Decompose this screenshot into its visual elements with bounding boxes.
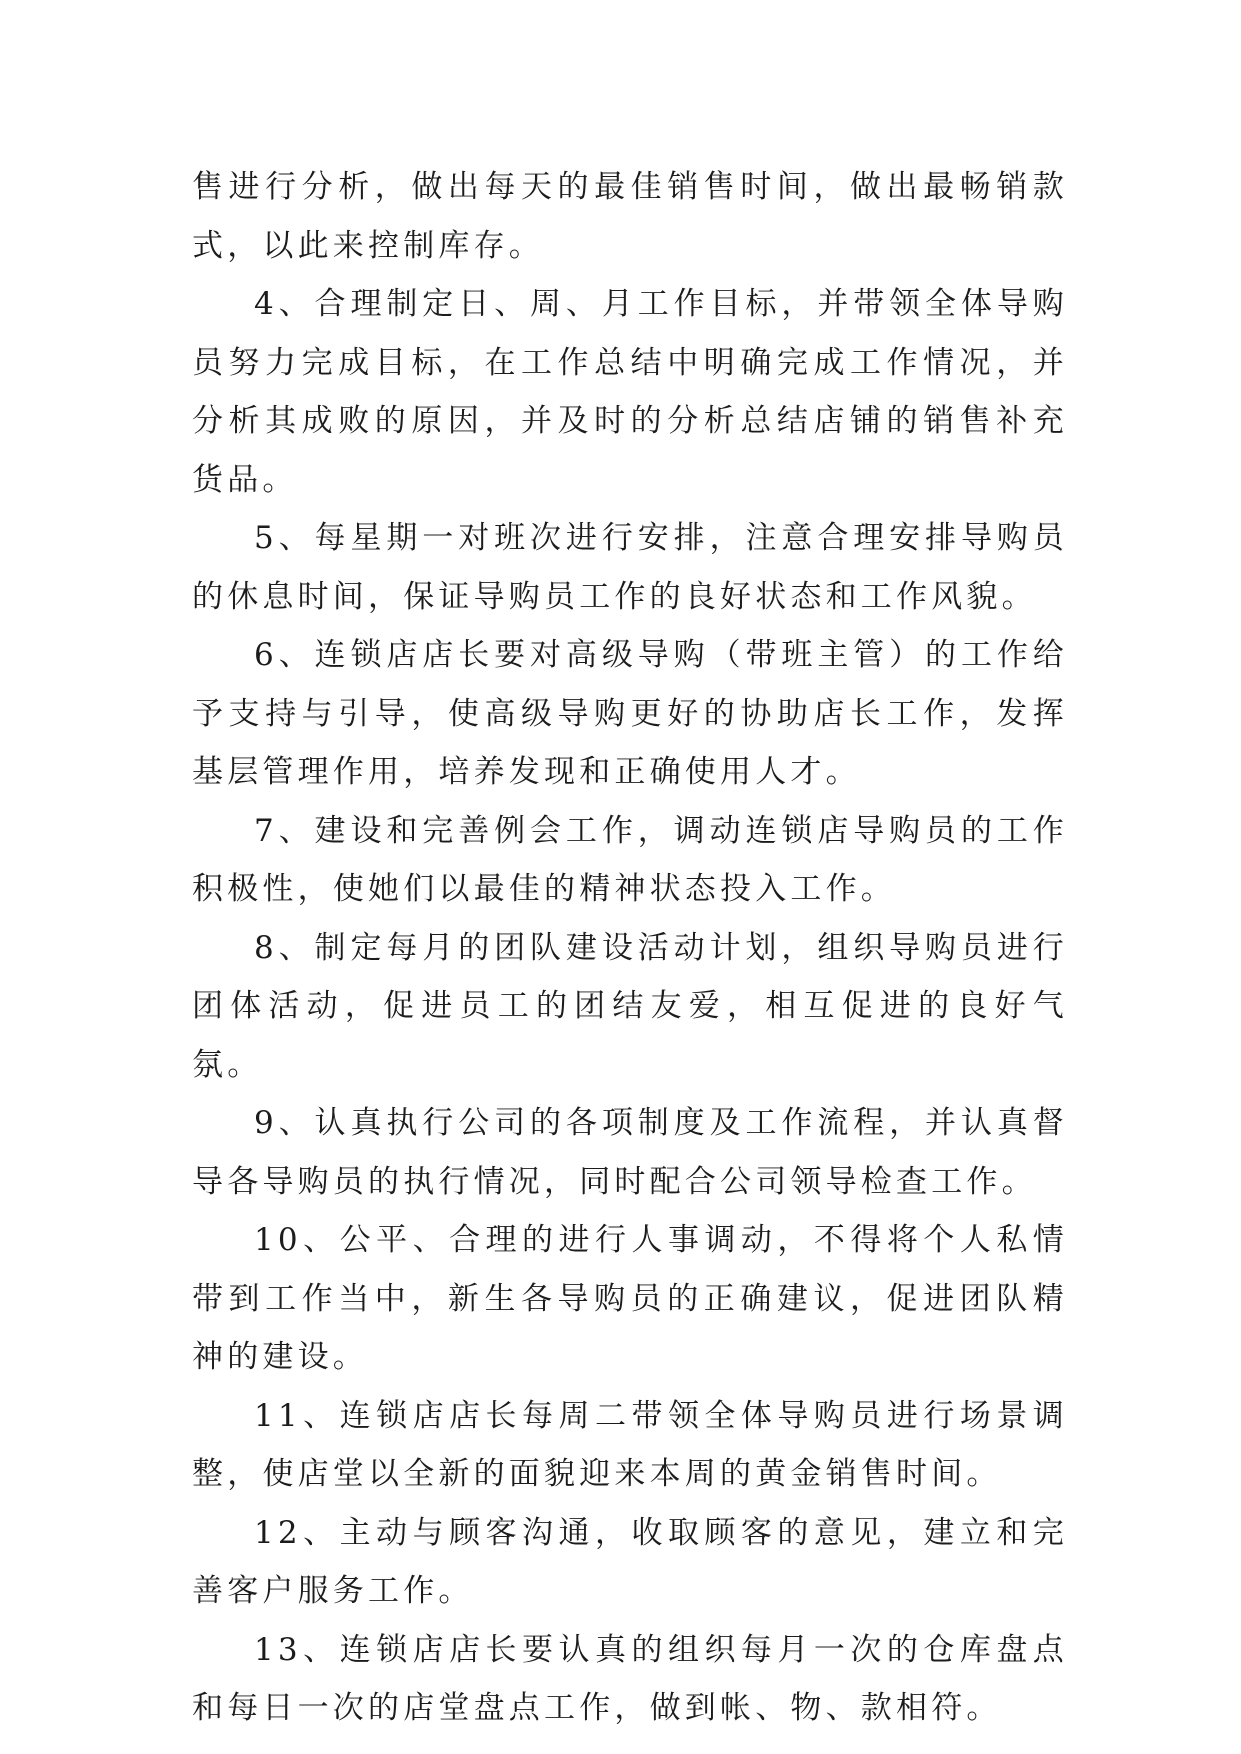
paragraph-item-6: 6、连锁店店长要对高级导购（带班主管）的工作给予支持与引导，使高级导购更好的协助店长工作，发挥基层管理作用，培养发现和正确使用人才。 [192,637,1068,790]
paragraph-item-9: 9、认真执行公司的各项制度及工作流程，并认真督导各导购员的执行情况，同时配合公司领导检查工作。 [192,1105,1068,1200]
paragraph-item-7: 7、建设和完善例会工作，调动连锁店导购员的工作积极性，使她们以最佳的精神状态投入工作。 [192,812,1068,907]
paragraph-item-10: 10、公平、合理的进行人事调动，不得将个人私情带到工作当中，新生各导购员的正确建议，促进团队精神的建设。 [192,1222,1068,1375]
paragraph-continuation: 售进行分析，做出每天的最佳销售时间，做出最畅销款式，以此来控制库存。 [192,169,1068,264]
paragraph-item-4: 4、合理制定日、周、月工作目标，并带领全体导购员努力完成目标，在工作总结中明确完成工作情况，并分析其成败的原因，并及时的分析总结店铺的销售补充货品。 [192,286,1068,498]
paragraph-item-13: 13、连锁店店长要认真的组织每月一次的仓库盘点和每日一次的店堂盘点工作，做到帐、物、款相符。 [192,1631,1068,1726]
paragraph-item-11: 11、连锁店店长每周二带领全体导购员进行场景调整，使店堂以全新的面貌迎来本周的黄金销售时间。 [192,1397,1068,1492]
paragraph-item-5: 5、每星期一对班次进行安排，注意合理安排导购员的休息时间，保证导购员工作的良好状态和工作风貌。 [192,520,1068,615]
paragraph-item-8: 8、制定每月的团队建设活动计划，组织导购员进行团体活动，促进员工的团结友爱，相互促进的良好气氛。 [192,929,1068,1083]
paragraph-item-12: 12、主动与顾客沟通，收取顾客的意见，建立和完善客户服务工作。 [192,1514,1068,1609]
document-body [192,158,1068,1738]
